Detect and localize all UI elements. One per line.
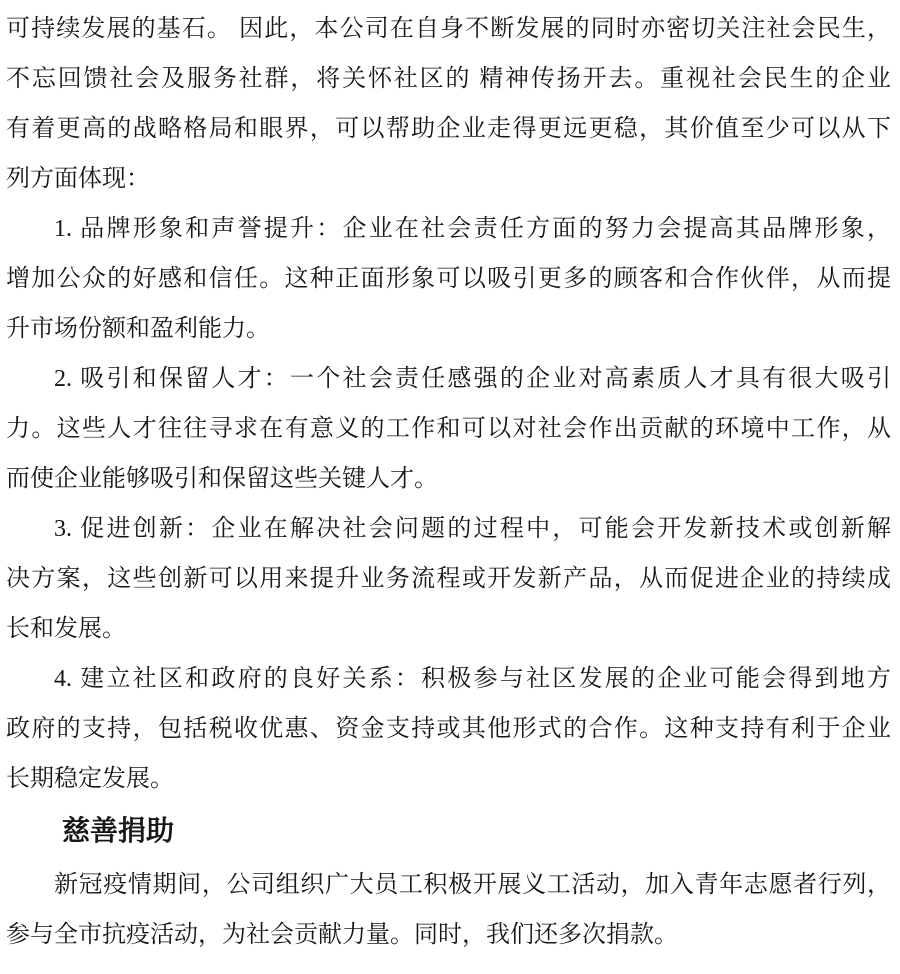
text-line: 长期稳定发展。: [6, 766, 174, 792]
text-line: 可持续发展的基石。 因此，本公司在自身不断发展的同时亦密切关注社会民生，: [6, 16, 891, 42]
text-line: 有着更高的战略格局和眼界，可以帮助企业走得更远更稳，其价值至少可以从下: [6, 116, 891, 142]
text-line: 力。这些人才往往寻求在有意义的工作和可以对社会作出贡献的环境中工作，从: [6, 416, 891, 442]
section-heading-charity: 慈善捐助: [62, 816, 175, 847]
text-line: 4. 建立社区和政府的良好关系：积极参与社区发展的企业可能会得到地方: [54, 666, 891, 692]
text-line: 决方案，这些创新可以用来提升业务流程或开发新产品，从而促进企业的持续成: [6, 566, 891, 592]
text-line: 而使企业能够吸引和保留这些关键人才。: [6, 466, 438, 492]
list-item-1: [6, 204, 891, 354]
text-line: 不忘回馈社会及服务社群，将关怀社区的 精神传扬开去。重视社会民生的企业: [6, 66, 891, 92]
list-item-3: [6, 504, 891, 654]
paragraph-intro: [6, 4, 891, 204]
text-line: 增加公众的好感和信任。这种正面形象可以吸引更多的顾客和合作伙伴，从而提: [6, 266, 891, 292]
text-line: 列方面体现：: [6, 166, 150, 192]
text-line: 3. 促进创新：企业在解决社会问题的过程中，可能会开发新技术或创新解: [54, 516, 891, 542]
list-item-4: [6, 654, 891, 804]
text-line: 2. 吸引和保留人才：一个社会责任感强的企业对高素质人才具有很大吸引: [54, 366, 891, 392]
text-line: 新冠疫情期间，公司组织广大员工积极开展义工活动，加入青年志愿者行列，: [54, 872, 891, 898]
text-line: 长和发展。: [6, 616, 126, 642]
text-line: 政府的支持，包括税收优惠、资金支持或其他形式的合作。这种支持有利于企业: [6, 716, 891, 742]
text-line: 升市场份额和盈利能力。: [6, 316, 270, 342]
text-line: 1. 品牌形象和声誉提升：企业在社会责任方面的努力会提高其品牌形象，: [54, 216, 891, 242]
list-item-2: [6, 354, 891, 504]
paragraph-charity: [6, 860, 891, 960]
text-line: 参与全市抗疫活动，为社会贡献力量。同时，我们还多次捐款。: [6, 922, 678, 948]
